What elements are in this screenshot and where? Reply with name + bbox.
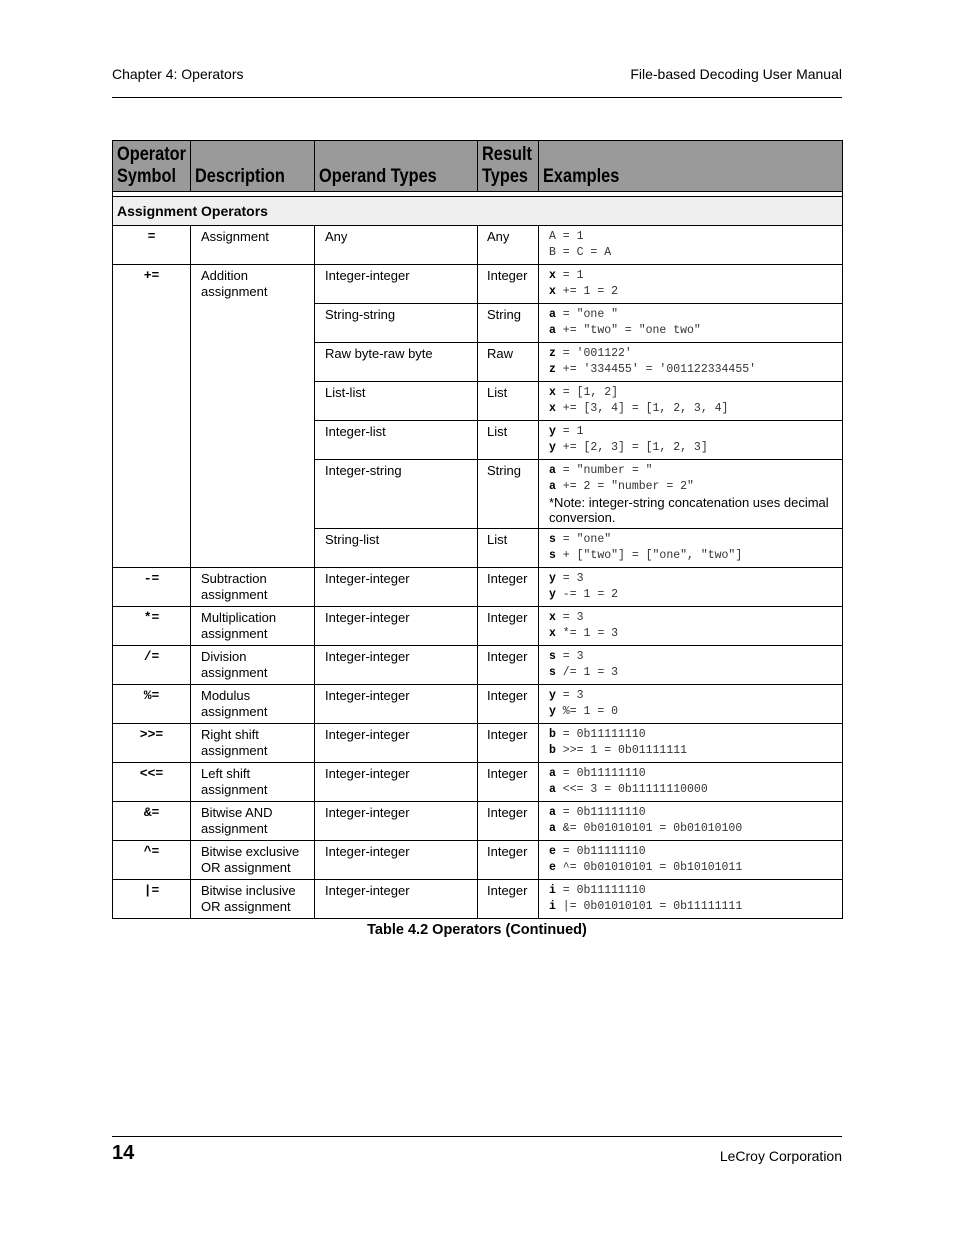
result-types: Integer <box>478 265 539 304</box>
table-row <box>113 646 843 685</box>
operand-types: Any <box>315 226 478 265</box>
operator-description: Addition assignment <box>191 265 315 568</box>
result-types: List <box>478 529 539 568</box>
example-expression: += 2 = "number = 2" <box>555 480 694 493</box>
result-types: Integer <box>478 841 539 880</box>
example-variable: s <box>549 533 556 546</box>
operator-description: Division assignment <box>191 646 315 685</box>
example-variable: e <box>549 861 556 874</box>
example-line <box>549 626 838 642</box>
section-title: Assignment Operators <box>113 197 843 226</box>
result-types: Integer <box>478 568 539 607</box>
example-variable: y <box>549 441 556 454</box>
result-types: Integer <box>478 880 539 919</box>
example-expression: = "one" <box>555 533 612 546</box>
example-line <box>549 727 838 743</box>
example-variable: a <box>549 480 556 493</box>
column-header-description: Description <box>191 141 315 192</box>
examples <box>539 568 843 607</box>
column-header-examples: Examples <box>539 141 843 192</box>
example-line <box>549 479 838 495</box>
operators-table <box>112 140 843 919</box>
operator-symbol: -= <box>113 568 191 607</box>
operator-description: Bitwise inclusive OR assignment <box>191 880 315 919</box>
example-line <box>549 805 838 821</box>
example-line <box>549 323 838 339</box>
operand-types: Integer-integer <box>315 265 478 304</box>
table-row <box>113 841 843 880</box>
example-expression: = 0b11111110 <box>555 767 646 780</box>
example-expression: B = C = A <box>549 246 612 259</box>
column-header-operator-symbol: Operator Symbol <box>113 141 191 192</box>
example-expression: = "one " <box>555 308 619 321</box>
example-line <box>549 401 838 417</box>
operator-description: Left shift assignment <box>191 763 315 802</box>
examples <box>539 226 843 265</box>
table-row <box>113 880 843 919</box>
examples <box>539 607 843 646</box>
example-variable: x <box>549 269 556 282</box>
example-note: *Note: integer-string concatenation uses decimal conversion. <box>549 495 829 525</box>
example-line <box>549 782 838 798</box>
example-line <box>549 688 838 704</box>
table-row <box>113 607 843 646</box>
example-line <box>549 610 838 626</box>
result-types: Raw <box>478 343 539 382</box>
example-line <box>549 844 838 860</box>
example-line <box>549 883 838 899</box>
operator-symbol: &= <box>113 802 191 841</box>
example-line <box>549 899 838 915</box>
operand-types: Integer-integer <box>315 568 478 607</box>
example-line <box>549 440 838 456</box>
operator-description: Subtraction assignment <box>191 568 315 607</box>
operand-types: List-list <box>315 382 478 421</box>
result-types: Integer <box>478 685 539 724</box>
example-expression: = 1 <box>555 425 584 438</box>
example-variable: s <box>549 650 556 663</box>
example-variable: b <box>549 728 556 741</box>
footer-company: LeCroy Corporation <box>719 1148 842 1164</box>
operator-symbol: ^= <box>113 841 191 880</box>
example-line <box>549 284 838 300</box>
column-header-operand-types: Operand Types <box>315 141 478 192</box>
example-line <box>549 587 838 603</box>
footer-rule <box>112 1136 842 1137</box>
operator-symbol: %= <box>113 685 191 724</box>
examples <box>539 529 843 568</box>
operator-description: Multiplication assignment <box>191 607 315 646</box>
example-expression: += "two" = "one two" <box>555 324 701 337</box>
example-line <box>549 362 838 378</box>
operator-symbol: /= <box>113 646 191 685</box>
examples <box>539 265 843 304</box>
example-variable: x <box>549 386 556 399</box>
example-expression: = 3 <box>555 611 584 624</box>
examples <box>539 382 843 421</box>
operand-types: String-string <box>315 304 478 343</box>
operand-types: Integer-integer <box>315 607 478 646</box>
running-header-manual-title: File-based Decoding User Manual <box>630 66 842 82</box>
examples <box>539 880 843 919</box>
example-expression: = '001122' <box>555 347 632 360</box>
example-expression: += [3, 4] = [1, 2, 3, 4] <box>555 402 729 415</box>
column-header-result-types: Result Types <box>478 141 539 192</box>
result-types: Integer <box>478 763 539 802</box>
table-row <box>113 265 843 304</box>
table-header-row <box>113 141 843 192</box>
example-variable: a <box>549 324 556 337</box>
example-expression: ^= 0b01010101 = 0b10101011 <box>555 861 743 874</box>
examples <box>539 841 843 880</box>
example-expression: >>= 1 = 0b01111111 <box>555 744 688 757</box>
example-variable: z <box>549 363 556 376</box>
example-line <box>549 571 838 587</box>
operator-description: Right shift assignment <box>191 724 315 763</box>
result-types: Integer <box>478 802 539 841</box>
operator-symbol: >>= <box>113 724 191 763</box>
result-types: List <box>478 382 539 421</box>
running-header-chapter: Chapter 4: Operators <box>112 66 244 82</box>
section-row <box>113 197 843 226</box>
page-number: 14 <box>112 1142 135 1164</box>
example-expression: = 0b11111110 <box>555 728 646 741</box>
example-variable: y <box>549 425 556 438</box>
example-variable: x <box>549 402 556 415</box>
example-expression: = 3 <box>555 689 584 702</box>
example-expression: -= 1 = 2 <box>555 588 619 601</box>
operand-types: Integer-integer <box>315 880 478 919</box>
example-line <box>549 743 838 759</box>
example-variable: y <box>549 588 556 601</box>
operand-types: String-list <box>315 529 478 568</box>
example-expression: += [2, 3] = [1, 2, 3] <box>555 441 708 454</box>
example-line <box>549 532 838 548</box>
example-variable: x <box>549 285 556 298</box>
operand-types: Integer-string <box>315 460 478 529</box>
example-line <box>549 860 838 876</box>
table-row <box>113 226 843 265</box>
example-expression: %= 1 = 0 <box>555 705 619 718</box>
example-variable: x <box>549 611 556 624</box>
example-expression: /= 1 = 3 <box>555 666 619 679</box>
example-line <box>549 821 838 837</box>
example-variable: a <box>549 822 556 835</box>
example-variable: s <box>549 666 556 679</box>
example-variable: s <box>549 549 556 562</box>
example-variable: y <box>549 572 556 585</box>
table-row <box>113 802 843 841</box>
example-line <box>549 766 838 782</box>
examples <box>539 724 843 763</box>
operator-description: Modulus assignment <box>191 685 315 724</box>
operator-description: Bitwise AND assignment <box>191 802 315 841</box>
table-row <box>113 568 843 607</box>
examples <box>539 763 843 802</box>
example-expression: *= 1 = 3 <box>555 627 619 640</box>
example-variable: a <box>549 464 556 477</box>
examples <box>539 304 843 343</box>
example-line <box>549 665 838 681</box>
example-variable: a <box>549 806 556 819</box>
example-variable: i <box>549 900 556 913</box>
operator-symbol: *= <box>113 607 191 646</box>
example-expression: = 0b11111110 <box>555 806 646 819</box>
operator-symbol: |= <box>113 880 191 919</box>
table-row <box>113 685 843 724</box>
example-line <box>549 346 838 362</box>
operand-types: Integer-integer <box>315 841 478 880</box>
operand-types: Integer-integer <box>315 802 478 841</box>
operand-types: Integer-integer <box>315 646 478 685</box>
example-line <box>549 307 838 323</box>
example-expression: A = 1 <box>549 230 584 243</box>
example-variable: a <box>549 767 556 780</box>
example-variable: e <box>549 845 556 858</box>
example-expression: <<= 3 = 0b11111110000 <box>555 783 708 796</box>
operator-symbol: += <box>113 265 191 568</box>
example-expression: += '334455' = '001122334455' <box>555 363 757 376</box>
example-expression: = 0b11111110 <box>555 845 646 858</box>
result-types: List <box>478 421 539 460</box>
example-variable: a <box>549 783 556 796</box>
example-variable: y <box>549 705 556 718</box>
example-line <box>549 704 838 720</box>
examples <box>539 685 843 724</box>
example-expression: + ["two"] = ["one", "two"] <box>555 549 743 562</box>
examples <box>539 646 843 685</box>
example-variable: b <box>549 744 556 757</box>
example-expression: |= 0b01010101 = 0b11111111 <box>555 900 743 913</box>
result-types: String <box>478 460 539 529</box>
operand-types: Integer-integer <box>315 763 478 802</box>
operator-symbol: <<= <box>113 763 191 802</box>
operand-types: Integer-list <box>315 421 478 460</box>
example-line <box>549 649 838 665</box>
example-expression: &= 0b01010101 = 0b01010100 <box>555 822 743 835</box>
operand-types: Raw byte-raw byte <box>315 343 478 382</box>
examples <box>539 802 843 841</box>
example-line <box>549 385 838 401</box>
example-expression: += 1 = 2 <box>555 285 619 298</box>
example-variable: z <box>549 347 556 360</box>
table-row <box>113 763 843 802</box>
example-line <box>549 548 838 564</box>
examples <box>539 343 843 382</box>
example-variable: a <box>549 308 556 321</box>
operator-symbol: = <box>113 226 191 265</box>
example-variable: i <box>549 884 556 897</box>
result-types: Any <box>478 226 539 265</box>
result-types: Integer <box>478 646 539 685</box>
result-types: String <box>478 304 539 343</box>
result-types: Integer <box>478 724 539 763</box>
operand-types: Integer-integer <box>315 685 478 724</box>
example-expression: = 3 <box>555 650 584 663</box>
example-line <box>549 245 838 261</box>
example-expression: = [1, 2] <box>555 386 619 399</box>
operator-description: Assignment <box>191 226 315 265</box>
example-expression: = 3 <box>555 572 584 585</box>
example-expression: = 0b11111110 <box>555 884 646 897</box>
example-line <box>549 268 838 284</box>
header-rule <box>112 97 842 98</box>
examples <box>539 421 843 460</box>
result-types: Integer <box>478 607 539 646</box>
example-expression: = "number = " <box>555 464 653 477</box>
operator-description: Bitwise exclusive OR assignment <box>191 841 315 880</box>
table-row <box>113 724 843 763</box>
example-expression: = 1 <box>555 269 584 282</box>
example-variable: y <box>549 689 556 702</box>
examples <box>539 460 843 529</box>
example-line <box>549 463 838 479</box>
example-line <box>549 424 838 440</box>
operand-types: Integer-integer <box>315 724 478 763</box>
example-line <box>549 229 838 245</box>
table-caption: Table 4.2 Operators (Continued) <box>367 922 587 938</box>
example-variable: x <box>549 627 556 640</box>
